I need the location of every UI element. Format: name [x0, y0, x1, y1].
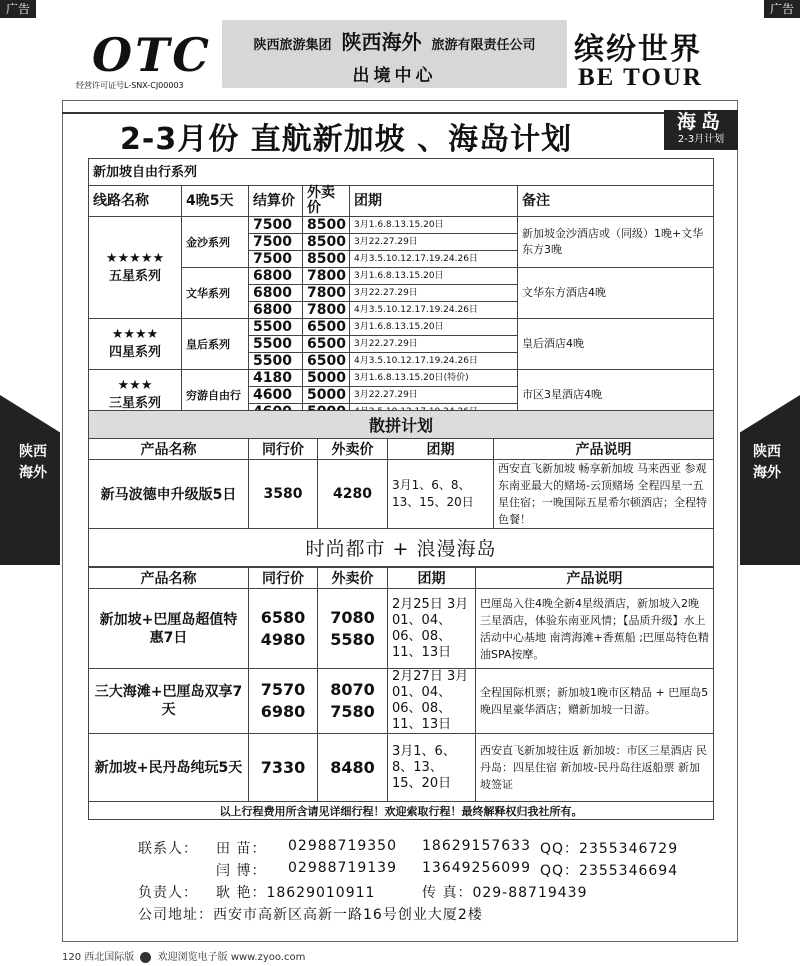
product-description: 西安直飞新加坡往返 新加坡：市区三星酒店 民丹岛：四星住宿 新加坡-民丹岛往返船票 新加坡签证 — [476, 734, 714, 802]
departure-dates: 3月22.27.29日 — [350, 387, 518, 404]
company-name: 旅游有限责任公司 — [431, 38, 536, 53]
contact-tel: 02988719350 — [288, 838, 397, 854]
remark: 文华东方酒店4晚 — [518, 268, 714, 319]
disclaimer: 以上行程费用所含请见详细行程！欢迎索取行程！最终解释权归我社所有。 — [89, 802, 714, 820]
manager-info: 耿 艳：18629010911 — [216, 885, 376, 901]
sell-price: 6500 — [303, 353, 350, 370]
remark: 市区3星酒店4晚 — [518, 370, 714, 421]
product-description: 西安直飞新加坡 畅享新加坡 马来西亚 参观东南亚最大的赌场-云顶赌场 全程四星一五星住宿；一晚国际五星希尔顿酒店；全程特色餐！ — [494, 460, 714, 529]
departure-dates: 3月1.6.8.13.15.20日 — [350, 217, 518, 234]
settle-price: 5500 — [249, 336, 303, 353]
peer-price — [249, 589, 318, 669]
departure-dates: 3月1.6.8.13.15.20日 — [350, 268, 518, 285]
departure-dates: 4月3.5.10.12.17.19.24.26日 — [350, 251, 518, 268]
col-header: 同行价 — [249, 568, 318, 589]
sell-price: 8500 — [303, 217, 350, 234]
peer-price-value: 7570 — [260, 680, 306, 699]
sell-price: 5000 — [303, 370, 350, 387]
ad-label-left: 广告 — [0, 0, 36, 18]
company-address: 公司地址：西安市高新区高新一路16号创业大厦2楼 — [138, 907, 483, 923]
be-tour-title: 缤纷世界 — [574, 32, 702, 67]
manager-row — [138, 882, 738, 902]
sell-price: 8500 — [303, 251, 350, 268]
sell-price: 5000 — [303, 387, 350, 404]
col-header: 线路名称 — [89, 186, 182, 217]
departure-dates: 3月22.27.29日 — [350, 285, 518, 302]
sell-price: 8500 — [303, 234, 350, 251]
star-rating: ★★★★ — [111, 327, 159, 342]
manager-label: 负责人： — [138, 885, 198, 901]
plan-badge — [664, 110, 738, 150]
grade-cell — [89, 319, 182, 370]
grade-cell — [89, 217, 182, 319]
series-name: 皇后系列 — [182, 319, 249, 370]
peer-price — [249, 669, 318, 734]
product-name: 新加坡+民丹岛纯玩5天 — [89, 734, 249, 802]
peer-price-value: 4980 — [260, 629, 306, 649]
settle-price: 4180 — [249, 370, 303, 387]
star-rating: ★★★ — [117, 378, 153, 393]
departure-dates: 4月3.5.10.12.17.19.24.26日 — [350, 302, 518, 319]
address-row — [138, 904, 738, 924]
free-series-title: 新加坡自由行系列 — [89, 159, 714, 186]
peer-price: 7330 — [249, 734, 318, 802]
brand-name: 陕西海外 — [341, 30, 422, 54]
product-name: 三大海滩+巴厘岛双享7天 — [89, 669, 249, 734]
star-rating: ★★★★★ — [105, 250, 165, 266]
sell-price-value: 7580 — [330, 702, 375, 721]
badge-title: 海岛 — [676, 111, 725, 133]
sell-price-value: 7080 — [330, 607, 375, 627]
departure-dates: 3月1.6.8.13.15.20日(特价) — [350, 370, 518, 387]
sell-price-value: 5580 — [330, 629, 375, 649]
product-description: 全程国际机票；新加坡1晚市区精品 + 巴厘岛5晚四星豪华酒店；赠新加坡一日游。 — [476, 669, 714, 734]
col-header: 同行价 — [249, 439, 318, 460]
peer-price-value: 6980 — [260, 702, 306, 721]
contact-label: 联系人： — [138, 841, 198, 857]
col-header: 产品说明 — [476, 568, 714, 589]
col-header: 外卖价 — [318, 568, 388, 589]
col-header: 4晚5天 — [182, 186, 249, 217]
remark: 皇后酒店4晚 — [518, 319, 714, 370]
side-label-right: 陕西海外 — [753, 444, 781, 481]
departure-dates: 3月1、6、8、13、15、20日 — [388, 734, 476, 802]
sell-price — [318, 669, 388, 734]
col-header: 备注 — [518, 186, 714, 217]
col-header: 产品说明 — [494, 439, 714, 460]
settle-price: 6800 — [249, 285, 303, 302]
settle-price: 5500 — [249, 319, 303, 336]
grade-name: 五星系列 — [108, 268, 161, 284]
settle-price: 6800 — [249, 302, 303, 319]
free-series-table — [88, 158, 714, 421]
settle-price: 5500 — [249, 353, 303, 370]
col-header: 外卖价 — [303, 186, 350, 217]
fax-info: 传 真：029-88719439 — [422, 885, 588, 901]
header — [62, 18, 738, 100]
col-header: 团期 — [388, 568, 476, 589]
col-header: 团期 — [350, 186, 518, 217]
contact-mobile: 18629157633 — [422, 838, 531, 854]
contact-qq: QQ：2355346694 — [540, 863, 679, 879]
island-tagline: 时尚都市 + 浪漫海岛 — [89, 529, 714, 567]
col-header: 结算价 — [249, 186, 303, 217]
contact-name: 田 苗： — [216, 841, 267, 857]
contact-qq: QQ：2355346729 — [540, 841, 679, 857]
sell-price: 8480 — [318, 734, 388, 802]
peer-price: 3580 — [249, 460, 318, 529]
group-plan-title: 散拼计划 — [89, 411, 714, 439]
sell-price: 7800 — [303, 302, 350, 319]
col-header: 产品名称 — [89, 568, 249, 589]
col-header: 外卖价 — [318, 439, 388, 460]
contact-row — [138, 838, 738, 858]
departure-dates: 3月22.27.29日 — [350, 336, 518, 353]
group-name: 陕西旅游集团 — [253, 38, 332, 53]
side-label-left: 陕西海外 — [19, 444, 47, 481]
contact-row — [138, 860, 738, 880]
settle-price: 4600 — [249, 387, 303, 404]
departure-dates: 3月1.6.8.13.15.20日 — [350, 319, 518, 336]
page-number: 120 西北国际版 — [62, 952, 135, 963]
departure-dates: 2月27日 3月01、04、06、08、11、13日 — [388, 669, 476, 734]
page-title: 2-3月份 直航新加坡 、海岛计划 — [120, 122, 573, 157]
globe-icon — [140, 952, 151, 963]
departure-dates: 3月1、6、8、13、15、20日 — [388, 460, 494, 529]
sell-price-value: 8070 — [330, 680, 375, 699]
departure-dates: 3月22.27.29日 — [350, 234, 518, 251]
settle-price: 6800 — [249, 268, 303, 285]
settle-price: 7500 — [249, 217, 303, 234]
license-number: 经营许可证号L-SNX-CJ00003 — [76, 81, 184, 90]
col-header: 产品名称 — [89, 439, 249, 460]
contact-tel: 02988719139 — [288, 860, 397, 876]
departure-dates: 4月3.5.10.12.17.19.24.26日 — [350, 353, 518, 370]
page-footer — [62, 948, 305, 963]
col-header: 团期 — [388, 439, 494, 460]
island-plan-table — [88, 567, 714, 820]
contact-block — [62, 832, 738, 932]
sell-price: 6500 — [303, 319, 350, 336]
settle-price: 7500 — [249, 234, 303, 251]
ad-label-right: 广告 — [764, 0, 800, 18]
sell-price: 6500 — [303, 336, 350, 353]
product-description: 巴厘岛入住4晚全新4星级酒店，新加坡入2晚三星酒店，体验东南亚风情；【品质升级】水上活动中心基地 南湾海滩+香蕉船 ;巴厘岛特色精油SPA按摩。 — [476, 589, 714, 669]
sell-price — [318, 589, 388, 669]
series-name: 文华系列 — [182, 268, 249, 319]
grade-name: 四星系列 — [108, 345, 161, 360]
product-name: 新马波德申升级版5日 — [89, 460, 249, 529]
badge-subtitle: 2-3月计划 — [677, 134, 725, 145]
footer-link[interactable]: 欢迎浏览电子版 www.zyoo.com — [157, 952, 306, 963]
agency-banner — [222, 20, 567, 88]
sell-price: 7800 — [303, 285, 350, 302]
remark: 新加坡金沙酒店或（同级）1晚+文华东方3晚 — [518, 217, 714, 268]
departure-dates: 2月25日 3月01、04、06、08、11、13日 — [388, 589, 476, 669]
sell-price: 4280 — [318, 460, 388, 529]
product-name: 新加坡+巴厘岛超值特惠7日 — [89, 589, 249, 669]
otc-logo: OTC — [92, 28, 212, 82]
settle-price: 7500 — [249, 251, 303, 268]
be-tour-sub: BE TOUR — [578, 64, 703, 91]
series-name: 金沙系列 — [182, 217, 249, 268]
contact-mobile: 13649256099 — [422, 860, 531, 876]
series-name: 穷游自由行 — [182, 370, 249, 421]
department-name: 出境中心 — [352, 66, 437, 86]
grade-name: 三星系列 — [108, 396, 161, 411]
group-plan-table — [88, 410, 714, 567]
sell-price: 7800 — [303, 268, 350, 285]
contact-name: 闫 博： — [216, 863, 267, 879]
peer-price-value: 6580 — [260, 607, 306, 627]
